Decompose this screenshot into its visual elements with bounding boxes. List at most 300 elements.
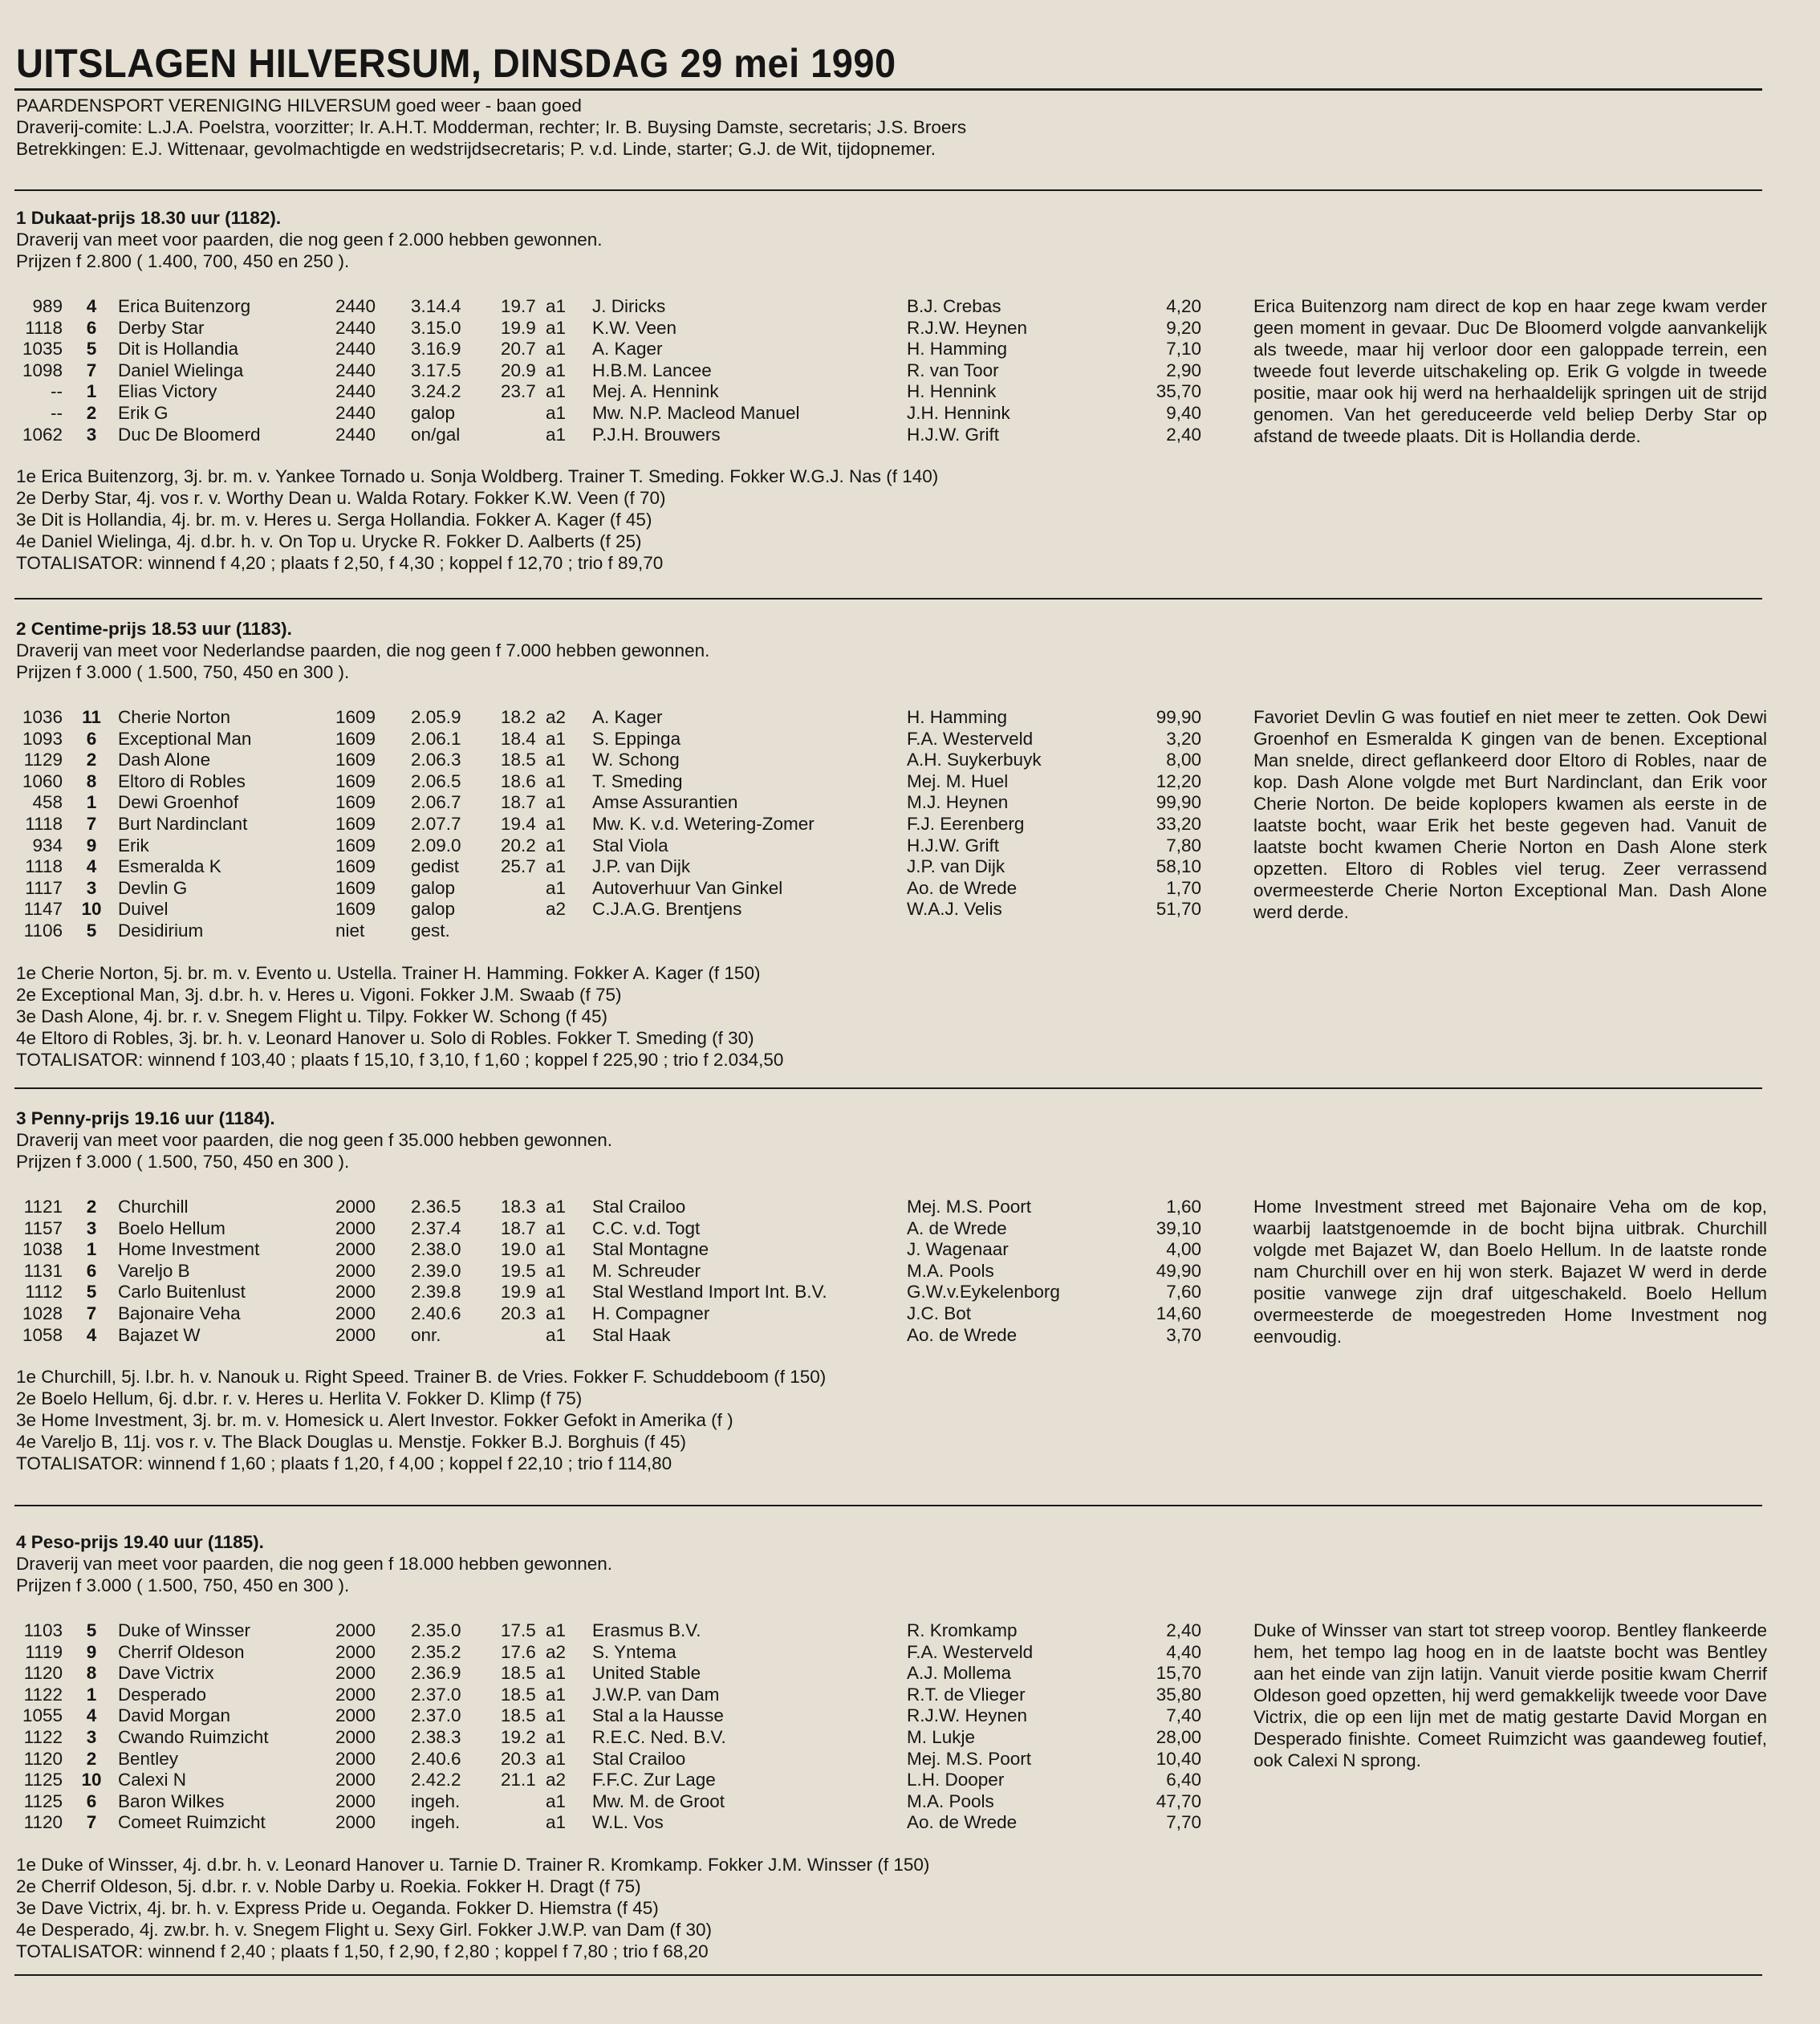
cell-prev: 1098 — [22, 360, 63, 380]
cell-red: 18.4 — [501, 728, 536, 749]
cell-owner: J. Diricks — [592, 296, 666, 316]
cell-owner: J.W.P. van Dam — [592, 1684, 720, 1705]
cell-driver: W.A.J. Velis — [907, 899, 1002, 920]
cell-pay: 7,40 — [1166, 1705, 1201, 1726]
cell-start: a1 — [546, 1684, 567, 1705]
cell-pay: 99,90 — [1156, 707, 1201, 727]
cell-red: 20.9 — [501, 360, 536, 380]
cell-no: 4 — [86, 856, 97, 877]
cell-pay: 4,00 — [1166, 1239, 1201, 1260]
cell-dist: 1609 — [335, 814, 376, 834]
cell-time: gedist — [411, 856, 460, 877]
cell-start: a1 — [546, 728, 567, 749]
cell-driver: H. Hennink — [907, 381, 997, 402]
cell-horse: Bentley — [118, 1748, 179, 1769]
cell-start: a2 — [546, 1770, 567, 1790]
cell-horse: Baron Wilkes — [118, 1790, 225, 1811]
cell-owner: K.W. Veen — [592, 317, 677, 338]
cell-prev: 1062 — [22, 424, 63, 445]
cell-time: ingeh. — [411, 1790, 461, 1811]
cell-no: 1 — [86, 1684, 97, 1705]
cell-pay: 7,10 — [1166, 339, 1201, 360]
cell-pay: 1,60 — [1166, 1197, 1201, 1217]
cell-horse: Home Investment — [118, 1239, 260, 1260]
cell-no: 2 — [86, 1197, 97, 1217]
totalisator-line: TOTALISATOR: winnend f 4,20 ; plaats f 2,50, f 4,30 ; koppel f 12,70 ; trio f 89,70 — [16, 553, 664, 574]
cell-horse: Duke of Winsser — [118, 1620, 251, 1640]
cell-red: 21.1 — [501, 1770, 536, 1790]
cell-start: a1 — [546, 1705, 567, 1726]
race-header — [16, 618, 709, 683]
cell-pay: 99,90 — [1156, 792, 1201, 813]
table-row — [0, 1324, 1220, 1346]
cell-start: a2 — [546, 707, 567, 727]
table-row — [0, 1281, 1220, 1303]
cell-owner: Mw. N.P. Macleod Manuel — [592, 403, 800, 423]
table-row — [0, 1769, 1220, 1790]
cell-no: 7 — [86, 1812, 97, 1833]
cell-owner: H. Compagner — [592, 1303, 710, 1323]
placing-line: 1e Erica Buitenzorg, 3j. br. m. v. Yankee Tornado u. Sonja Woldberg. Trainer T. Smeding. Fokker W.G.J. Nas (f 140) — [16, 466, 939, 487]
cell-dist: 2000 — [335, 1663, 376, 1684]
cell-start: a1 — [546, 1303, 567, 1323]
cell-dist: 2440 — [335, 296, 376, 316]
cell-time: 2.06.1 — [411, 728, 461, 749]
cell-horse: Carlo Buitenlust — [118, 1282, 246, 1303]
table-row — [0, 1790, 1220, 1812]
cell-start: a1 — [546, 1324, 567, 1345]
cell-time: 2.38.0 — [411, 1239, 461, 1260]
cell-no: 9 — [86, 835, 97, 856]
cell-time: ingeh. — [411, 1812, 461, 1833]
placing-line: 2e Cherrif Oldeson, 5j. d.br. r. v. Noble Darby u. Roekia. Fokker H. Dragt (f 75) — [16, 1876, 641, 1896]
cell-start: a1 — [546, 770, 567, 791]
cell-driver: H.J.W. Grift — [907, 835, 999, 856]
cell-driver: R.J.W. Heynen — [907, 1705, 1028, 1726]
cell-red: 19.5 — [501, 1260, 536, 1281]
page-title: UITSLAGEN HILVERSUM, DINSDAG 29 mei 1990 — [16, 41, 896, 86]
cell-driver: R.T. de Vlieger — [907, 1684, 1026, 1705]
cell-start: a1 — [546, 1663, 567, 1684]
totalisator-line: TOTALISATOR: winnend f 103,40 ; plaats f 15,10, f 3,10, f 1,60 ; koppel f 225,90 ; trio f 2.034,50 — [16, 1049, 784, 1070]
cell-red: 19.0 — [501, 1239, 536, 1260]
cell-owner: Stal Montagne — [592, 1239, 709, 1260]
table-row — [0, 380, 1220, 402]
cell-no: 6 — [86, 728, 97, 749]
section-rule — [14, 598, 1762, 599]
cell-driver: Ao. de Wrede — [907, 1324, 1018, 1345]
placing-line: 1e Churchill, 5j. l.br. h. v. Nanouk u. Right Speed. Trainer B. de Vries. Fokker F. Schuddeboom (f 150) — [16, 1367, 827, 1388]
table-row — [0, 402, 1220, 424]
cell-pay: 8,00 — [1166, 750, 1201, 770]
cell-pay: 14,60 — [1156, 1303, 1201, 1323]
cell-dist: 2000 — [335, 1748, 376, 1769]
cell-prev: 1118 — [25, 856, 63, 877]
cell-prev: 1028 — [22, 1303, 63, 1323]
cell-owner: Erasmus B.V. — [592, 1620, 701, 1640]
table-row — [0, 1811, 1220, 1833]
cell-red: 17.6 — [501, 1641, 536, 1662]
cell-horse: David Morgan — [118, 1705, 231, 1726]
cell-owner: Amse Assurantien — [592, 792, 738, 813]
cell-dist: 1609 — [335, 750, 376, 770]
cell-start: a1 — [546, 339, 567, 360]
cell-red: 19.9 — [501, 317, 536, 338]
cell-start: a1 — [546, 403, 567, 423]
cell-red: 20.2 — [501, 835, 536, 856]
race-header — [16, 1108, 612, 1173]
cell-start: a1 — [546, 1197, 567, 1217]
cell-no: 5 — [86, 339, 97, 360]
table-row — [0, 1238, 1220, 1260]
table-row — [0, 1662, 1220, 1684]
cell-pay: 28,00 — [1156, 1727, 1201, 1747]
cell-time: 3.17.5 — [411, 360, 461, 380]
cell-driver: A.J. Mollema — [907, 1663, 1012, 1684]
cell-no: 8 — [86, 770, 97, 791]
cell-dist: 2000 — [335, 1282, 376, 1303]
cell-dist: 1609 — [335, 856, 376, 877]
cell-no: 5 — [86, 1620, 97, 1640]
cell-start: a1 — [546, 1748, 567, 1769]
cell-pay: 2,90 — [1166, 360, 1201, 380]
cell-time: 2.35.0 — [411, 1620, 461, 1640]
cell-no: 1 — [86, 1239, 97, 1260]
cell-owner: S. Yntema — [592, 1641, 676, 1662]
cell-horse: Cherie Norton — [118, 707, 231, 727]
table-row — [0, 295, 1220, 317]
cell-horse: Erik G — [118, 403, 169, 423]
cell-pay: 9,40 — [1166, 403, 1201, 423]
cell-dist: 2000 — [335, 1727, 376, 1747]
cell-driver: Mej. M.S. Poort — [907, 1197, 1032, 1217]
cell-start: a1 — [546, 792, 567, 813]
race-prizes: Prijzen f 3.000 ( 1.500, 750, 450 en 300 ). — [16, 662, 350, 682]
cell-owner: Autoverhuur Van Ginkel — [592, 877, 783, 898]
cell-dist: 2440 — [335, 317, 376, 338]
cell-driver: G.W.v.Eykelenborg — [907, 1282, 1060, 1303]
cell-pay: 39,10 — [1156, 1217, 1201, 1238]
cell-horse: Duc De Bloomerd — [118, 424, 261, 445]
cell-horse: Calexi N — [118, 1770, 187, 1790]
cell-time: 2.40.6 — [411, 1748, 461, 1769]
placing-line: 2e Derby Star, 4j. vos r. v. Worthy Dean u. Walda Rotary. Fokker K.W. Veen (f 70) — [16, 488, 666, 509]
cell-prev: 1093 — [22, 728, 63, 749]
cell-time: 2.36.5 — [411, 1197, 461, 1217]
cell-driver: Ao. de Wrede — [907, 1812, 1018, 1833]
race-conditions: Draverij van meet voor Nederlandse paarden, die nog geen f 7.000 hebben gewonnen. — [16, 640, 710, 660]
table-row — [0, 1303, 1220, 1324]
placing-line: 4e Vareljo B, 11j. vos r. v. The Black Douglas u. Menstje. Fokker B.J. Borghuis (f 45) — [16, 1432, 686, 1453]
section-rule — [14, 189, 1762, 191]
table-row — [0, 1748, 1220, 1770]
cell-prev: 1038 — [22, 1239, 63, 1260]
cell-driver: A.H. Suykerbuyk — [907, 750, 1042, 770]
cell-time: galop — [411, 877, 456, 898]
cell-time: gest. — [411, 921, 450, 941]
cell-no: 10 — [81, 1770, 102, 1790]
placing-line: 4e Desperado, 4j. zw.br. h. v. Snegem Flight u. Sexy Girl. Fokker J.W.P. van Dam (f 30) — [16, 1920, 713, 1940]
cell-time: galop — [411, 899, 456, 920]
cell-driver: M.A. Pools — [907, 1260, 994, 1281]
cell-owner: Stal Crailoo — [592, 1748, 686, 1769]
cell-no: 6 — [86, 317, 97, 338]
cell-time: 2.39.8 — [411, 1282, 461, 1303]
cell-time: 2.06.3 — [411, 750, 461, 770]
cell-start: a1 — [546, 1260, 567, 1281]
header-line: Draverij-comite: L.J.A. Poelstra, voorzitter; Ir. A.H.T. Modderman, rechter; Ir. B. Buysing Damste, secretaris; J.S. Broers — [16, 117, 967, 137]
cell-start: a1 — [546, 381, 567, 402]
placing-line: 1e Cherie Norton, 5j. br. m. v. Evento u. Ustella. Trainer H. Hamming. Fokker A. Kager (f 150) — [16, 962, 761, 983]
cell-pay: 33,20 — [1156, 814, 1201, 834]
cell-no: 6 — [86, 1260, 97, 1281]
cell-owner: United Stable — [592, 1663, 701, 1684]
cell-start: a1 — [546, 317, 567, 338]
cell-red: 18.5 — [501, 1663, 536, 1684]
cell-time: 2.39.0 — [411, 1260, 461, 1281]
cell-horse: Daniel Wielinga — [118, 360, 244, 380]
cell-no: 5 — [86, 1282, 97, 1303]
cell-driver: F.A. Westerveld — [907, 1641, 1034, 1662]
cell-horse: Dewi Groenhof — [118, 792, 239, 813]
race-commentary: Home Investment streed met Bajonaire Veha om de kop, waarbij laatstgenoemde in de bocht bijna uitbrak. Churchill volgde met Bajazet W, dan Boelo Hellum. In de laatste ronde nam Churchill over en hij won sterk. Bajazet W werd in derde positie vanwege zijn draf uitgeschakeld. Boelo Hellum overmeesterde de moegestreden Home Investment nog eenvoudig. — [1253, 1197, 1767, 1347]
cell-driver: A. de Wrede — [907, 1217, 1007, 1238]
cell-driver: Mej. M.S. Poort — [907, 1748, 1032, 1769]
cell-dist: 2000 — [335, 1239, 376, 1260]
cell-start: a1 — [546, 424, 567, 445]
race-commentary: Duke of Winsser van start tot streep voorop. Bentley flankeerde hem, het tempo lag hoog en in de laatste bocht was Bentley aan het einde van zijn latijn. Vanuit vierde positie kwam Cherrif Oldeson goed opzetten, hij werd gemakkelijk tweede voor Dave Victrix, die op een lijn met de matig gestarte David Morgan en Desperado finishte. Comeet Ruimzicht was gaandeweg foutief, ook Calexi N sprong. — [1253, 1620, 1767, 1770]
cell-red: 18.7 — [501, 1217, 536, 1238]
race-conditions: Draverij van meet voor paarden, die nog geen f 2.000 hebben gewonnen. — [16, 230, 603, 250]
cell-horse: Erik — [118, 835, 149, 856]
cell-horse: Dash Alone — [118, 750, 211, 770]
cell-time: 3.16.9 — [411, 339, 461, 360]
table-row — [0, 338, 1220, 360]
cell-pay: 10,40 — [1156, 1748, 1201, 1769]
cell-horse: Dave Victrix — [118, 1663, 214, 1684]
cell-dist: 2000 — [335, 1217, 376, 1238]
cell-prev: 934 — [32, 835, 63, 856]
race-prizes: Prijzen f 3.000 ( 1.500, 750, 450 en 300 ). — [16, 1575, 350, 1595]
race-header — [16, 207, 603, 272]
cell-time: on/gal — [411, 424, 461, 445]
cell-time: 2.06.7 — [411, 792, 461, 813]
cell-dist: 2000 — [335, 1790, 376, 1811]
table-row — [0, 1260, 1220, 1282]
race-commentary: Favoriet Devlin G was foutief en niet meer te zetten. Ook Dewi Groenhof en Esmeralda K gingen van de benen. Exceptional Man snelde, direct geflankeerd door Eltoro di Robles, naar de kop. Dash Alone volgde met Burt Nardinclant, dan Erik voor Cherie Norton. De beide koplopers kwamen als eerste in de laatste bocht, waar Erik het beste gegeven had. Vanuit de laatste bocht kwamen Cherie Norton en Dash Alone sterk opzetten. Eltoro di Robles viel terug. Zeer verrassend overmeesterde Cherie Norton Exceptional Man. Dash Alone werd derde. — [1253, 707, 1767, 922]
cell-horse: Exceptional Man — [118, 728, 252, 749]
cell-prev: 1058 — [22, 1324, 63, 1345]
cell-red: 18.5 — [501, 1684, 536, 1705]
cell-pay: 4,40 — [1166, 1641, 1201, 1662]
race-details — [16, 962, 783, 1071]
cell-red: 18.7 — [501, 792, 536, 813]
cell-dist: niet — [335, 921, 365, 941]
cell-prev: 989 — [32, 296, 63, 316]
cell-no: 4 — [86, 1705, 97, 1726]
cell-horse: Dit is Hollandia — [118, 339, 239, 360]
cell-driver: J.H. Hennink — [907, 403, 1010, 423]
cell-pay: 1,70 — [1166, 877, 1201, 898]
table-row — [0, 1217, 1220, 1239]
cell-no: 2 — [86, 750, 97, 770]
race-details — [16, 1366, 826, 1474]
cell-horse: Eltoro di Robles — [118, 770, 246, 791]
cell-prev: 1117 — [25, 877, 63, 898]
cell-prev: 1036 — [22, 707, 63, 727]
cell-dist: 2440 — [335, 381, 376, 402]
cell-owner: C.C. v.d. Togt — [592, 1217, 701, 1238]
cell-owner: Stal Crailoo — [592, 1197, 686, 1217]
cell-start: a1 — [546, 1790, 567, 1811]
cell-horse: Bajazet W — [118, 1324, 201, 1345]
cell-dist: 2000 — [335, 1303, 376, 1323]
cell-driver: Ao. de Wrede — [907, 877, 1018, 898]
cell-red: 23.7 — [501, 381, 536, 402]
cell-horse: Cwando Ruimzicht — [118, 1727, 269, 1747]
cell-time: 2.37.0 — [411, 1684, 461, 1705]
cell-pay: 9,20 — [1166, 317, 1201, 338]
cell-no: 7 — [86, 360, 97, 380]
cell-pay: 47,70 — [1156, 1790, 1201, 1811]
cell-prev: 1035 — [22, 339, 63, 360]
table-row — [0, 920, 1220, 941]
cell-start: a1 — [546, 1727, 567, 1747]
cell-dist: 1609 — [335, 770, 376, 791]
cell-pay: 2,40 — [1166, 1620, 1201, 1640]
cell-prev: 1125 — [23, 1770, 63, 1790]
cell-time: 2.40.6 — [411, 1303, 461, 1323]
cell-driver: M. Lukje — [907, 1727, 976, 1747]
cell-prev: 1122 — [23, 1684, 63, 1705]
cell-time: 2.06.5 — [411, 770, 461, 791]
cell-no: 2 — [86, 403, 97, 423]
cell-red: 19.9 — [501, 1282, 536, 1303]
cell-horse: Derby Star — [118, 317, 205, 338]
section-rule — [14, 1505, 1762, 1506]
table-row — [0, 898, 1220, 920]
cell-prev: 1125 — [23, 1790, 63, 1811]
placing-line: 3e Dit is Hollandia, 4j. br. m. v. Heres u. Serga Hollandia. Fokker A. Kager (f 45) — [16, 510, 652, 530]
cell-prev: 458 — [32, 792, 63, 813]
cell-prev: 1112 — [25, 1282, 63, 1303]
cell-no: 7 — [86, 814, 97, 834]
cell-pay: 7,60 — [1166, 1282, 1201, 1303]
cell-no: 11 — [82, 707, 101, 727]
cell-horse: Desidirium — [118, 921, 204, 941]
cell-owner: J.P. van Dijk — [592, 856, 691, 877]
cell-horse: Comeet Ruimzicht — [118, 1812, 266, 1833]
cell-owner: M. Schreuder — [592, 1260, 701, 1281]
cell-time: 2.05.9 — [411, 707, 461, 727]
table-row — [0, 1641, 1220, 1663]
race-title: 3 Penny-prijs 19.16 uur (1184). — [16, 1108, 275, 1128]
cell-owner: P.J.H. Brouwers — [592, 424, 721, 445]
cell-time: 2.37.4 — [411, 1217, 461, 1238]
placing-line: 3e Dash Alone, 4j. br. r. v. Snegem Flight u. Tilpy. Fokker W. Schong (f 45) — [16, 1006, 608, 1026]
cell-time: 2.37.0 — [411, 1705, 461, 1726]
cell-dist: 2440 — [335, 403, 376, 423]
cell-start: a1 — [546, 856, 567, 877]
cell-dist: 2000 — [335, 1770, 376, 1790]
cell-no: 1 — [86, 792, 97, 813]
cell-dist: 1609 — [335, 877, 376, 898]
cell-pay: 2,40 — [1166, 424, 1201, 445]
cell-start: a2 — [546, 899, 567, 920]
placing-line: 1e Duke of Winsser, 4j. d.br. h. v. Leonard Hanover u. Tarnie D. Trainer R. Kromkamp. Fokker J.M. Winsser (f 150) — [16, 1855, 930, 1875]
header-line: Betrekkingen: E.J. Wittenaar, gevolmachtigde en wedstrijdsecretaris; P. v.d. Linde, starter; G.J. de Wit, tijdopnemer. — [16, 139, 936, 159]
totalisator-line: TOTALISATOR: winnend f 2,40 ; plaats f 1,50, f 2,90, f 2,80 ; koppel f 7,80 ; trio f 68,20 — [16, 1941, 709, 1961]
section-rule — [14, 1087, 1762, 1089]
cell-prev: 1157 — [23, 1217, 63, 1238]
cell-start: a1 — [546, 835, 567, 856]
cell-time: 2.36.9 — [411, 1663, 461, 1684]
cell-prev: -- — [51, 381, 63, 402]
cell-red: 19.7 — [501, 296, 536, 316]
cell-horse: Erica Buitenzorg — [118, 296, 251, 316]
cell-horse: Esmeralda K — [118, 856, 221, 877]
cell-dist: 2000 — [335, 1684, 376, 1705]
cell-owner: S. Eppinga — [592, 728, 681, 749]
cell-start: a1 — [546, 296, 567, 316]
cell-dist: 2000 — [335, 1260, 376, 1281]
cell-time: 2.38.3 — [411, 1727, 461, 1747]
table-row — [0, 1705, 1220, 1726]
cell-start: a1 — [546, 877, 567, 898]
cell-pay: 49,90 — [1156, 1260, 1201, 1281]
cell-start: a1 — [546, 750, 567, 770]
cell-owner: Stal a la Hausse — [592, 1705, 724, 1726]
cell-driver: M.A. Pools — [907, 1790, 994, 1811]
cell-no: 2 — [86, 1748, 97, 1769]
cell-red: 19.4 — [501, 814, 536, 834]
cell-owner: F.F.C. Zur Lage — [592, 1770, 716, 1790]
cell-driver: R. van Toor — [907, 360, 999, 380]
cell-owner: T. Smeding — [592, 770, 683, 791]
cell-driver: B.J. Crebas — [907, 296, 1001, 316]
totalisator-line: TOTALISATOR: winnend f 1,60 ; plaats f 1,20, f 4,00 ; koppel f 22,10 ; trio f 114,80 — [16, 1453, 672, 1474]
cell-no: 7 — [86, 1303, 97, 1323]
title-rule — [14, 88, 1762, 91]
cell-owner: Mw. K. v.d. Wetering-Zomer — [592, 814, 815, 834]
cell-prev: 1055 — [22, 1705, 63, 1726]
cell-owner: Stal Viola — [592, 835, 668, 856]
table-row — [0, 360, 1220, 381]
cell-time: 3.15.0 — [411, 317, 461, 338]
cell-start: a1 — [546, 1282, 567, 1303]
placing-line: 2e Exceptional Man, 3j. d.br. h. v. Heres u. Vigoni. Fokker J.M. Swaab (f 75) — [16, 984, 622, 1005]
cell-driver: J.C. Bot — [907, 1303, 972, 1323]
cell-no: 3 — [86, 1727, 97, 1747]
cell-prev: 1147 — [23, 899, 63, 920]
cell-pay: 12,20 — [1156, 770, 1201, 791]
cell-prev: 1120 — [23, 1748, 63, 1769]
cell-no: 3 — [86, 424, 97, 445]
cell-no: 8 — [86, 1663, 97, 1684]
cell-time: 2.09.0 — [411, 835, 461, 856]
table-row — [0, 791, 1220, 813]
cell-dist: 1609 — [335, 728, 376, 749]
table-row — [0, 856, 1220, 877]
cell-driver: L.H. Dooper — [907, 1770, 1005, 1790]
cell-prev: 1120 — [23, 1663, 63, 1684]
cell-owner: Stal Westland Import Int. B.V. — [592, 1282, 827, 1303]
cell-prev: 1122 — [23, 1727, 63, 1747]
cell-red: 18.5 — [501, 1705, 536, 1726]
cell-pay: 3,70 — [1166, 1324, 1201, 1345]
cell-horse: Elias Victory — [118, 381, 217, 402]
table-row — [0, 770, 1220, 792]
